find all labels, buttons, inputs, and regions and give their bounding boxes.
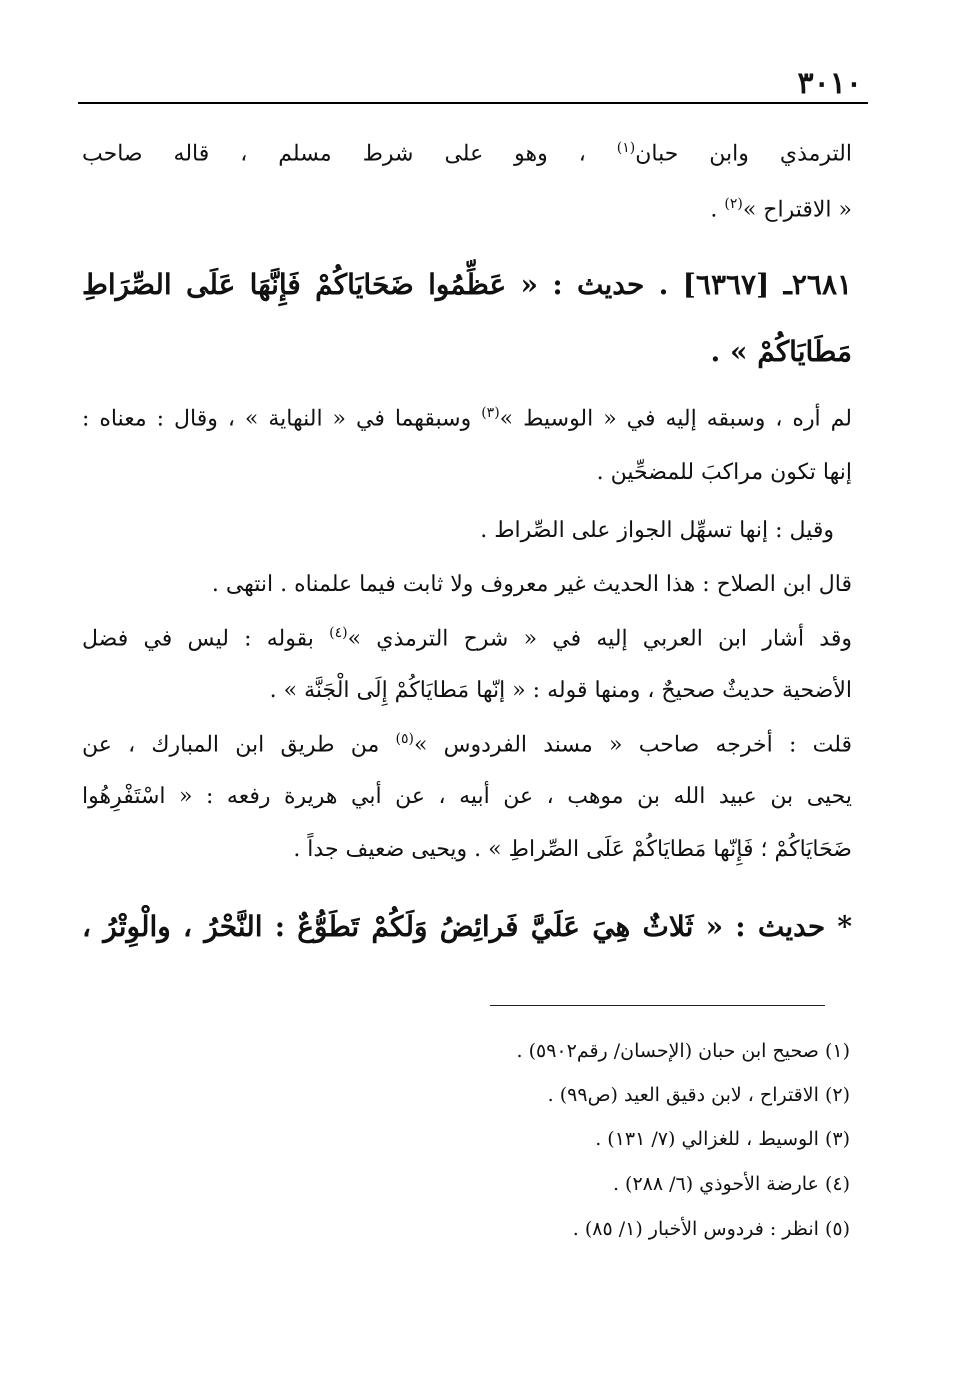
text-segment: بقوله : ليس في فضل (82, 626, 330, 652)
footnote-text: صحيح ابن حبان (الإحسان/ رقم٥٩٠٢) . (516, 1040, 819, 1062)
footnote-ref-4[interactable]: (٤) (329, 625, 348, 641)
footnote-3 (250, 1128, 850, 1150)
footnote-4 (250, 1173, 850, 1195)
footnote-2 (250, 1084, 850, 1106)
body-line-5: وقيل : إنها تسهِّل الجواز على الصِّراط . (480, 518, 834, 543)
footnote-ref-3[interactable]: (٣) (481, 405, 500, 421)
body-line-4: إنها تكون مراكبَ للمضحِّين . (596, 460, 852, 485)
body-line-8: الأضحية حديثٌ صحيحٌ ، ومنها قوله : « إنّها مَطايَاكُمْ إِلَى الْجَنَّة » . (269, 678, 852, 703)
footnote-text: عارضة الأحوذي (٦/ ٢٨٨) . (612, 1173, 819, 1195)
footnote-number: (٥) (824, 1218, 850, 1240)
footnote-text: الوسيط ، للغزالي (٧/ ١٣١) . (595, 1128, 819, 1150)
text-segment: لم أره ، وسبقه إليه في « الوسيط » (499, 406, 852, 432)
hadith-heading-line-2: مَطَايَاكُمْ » . (710, 335, 852, 368)
body-line-11: ضَحَايَاكُمْ ؛ فَإِنّها مَطايَاكُمْ عَلَى الصِّراطِ » . ويحيى ضعيف جداً . (293, 837, 852, 862)
footnote-1 (250, 1040, 850, 1062)
hadith-heading-star: * حديث : « ثَلاثٌ هِيَ عَلَيَّ فَرائِضُ وَلَكُمْ تَطَوُّعٌ : النَّحْرُ ، والْوِتْرُ ، (82, 910, 852, 943)
body-line-9 (82, 731, 852, 757)
text-segment: من طريق ابن المبارك ، عن (82, 732, 396, 758)
footnote-5 (250, 1218, 850, 1240)
hadith-heading-line-1: ٢٦٨١ـ [٦٣٦٧] . حديث : « عَظِّمُوا ضَحَايَاكُمْ فَإِنَّهَا عَلَى الصِّرَاطِ (82, 268, 853, 301)
header-rule (78, 102, 868, 104)
text-segment: قلت : أخرجه صاحب « مسند الفردوس » (413, 732, 852, 758)
body-line-3 (82, 405, 852, 431)
text-segment: الترمذي وابن حبان (635, 141, 852, 167)
text-segment: . (710, 197, 725, 223)
body-line-10: يحيى بن عبيد الله بن موهب ، عن أبيه ، عن أبي هريرة رفعه : « اسْتَفْرِهُوا (82, 784, 852, 809)
text-segment: ، وهو على شرط مسلم ، قاله صاحب (82, 141, 617, 167)
body-line-1 (82, 140, 852, 166)
footnote-number: (٤) (824, 1173, 850, 1195)
footnote-separator (490, 1005, 825, 1006)
text-segment: وسبقهما في « النهاية » ، وقال : معناه : (82, 406, 482, 432)
page-header (78, 62, 868, 104)
text-segment: وقد أشار ابن العربي إليه في « شرح الترمذي » (347, 626, 852, 652)
footnote-text: انظر : فردوس الأخبار (١/ ٨٥) . (572, 1218, 819, 1240)
footnote-ref-2[interactable]: (٢) (724, 196, 743, 212)
footnote-text: الاقتراح ، لابن دقيق العيد (ص٩٩) . (547, 1084, 819, 1106)
footnote-number: (٢) (824, 1084, 850, 1106)
footnote-ref-5[interactable]: (٥) (395, 731, 414, 747)
body-line-2 (82, 196, 852, 222)
footnote-number: (١) (824, 1040, 850, 1062)
body-line-7 (82, 625, 852, 651)
footnote-number: (٣) (824, 1128, 850, 1150)
body-line-6: قال ابن الصلاح : هذا الحديث غير معروف ولا ثابت فيما علمناه . انتهى . (211, 572, 852, 597)
text-segment: « الاقتراح » (742, 197, 852, 223)
footnote-ref-1[interactable]: (١) (616, 140, 636, 156)
page-number: ٣٠١٠ (797, 66, 862, 101)
